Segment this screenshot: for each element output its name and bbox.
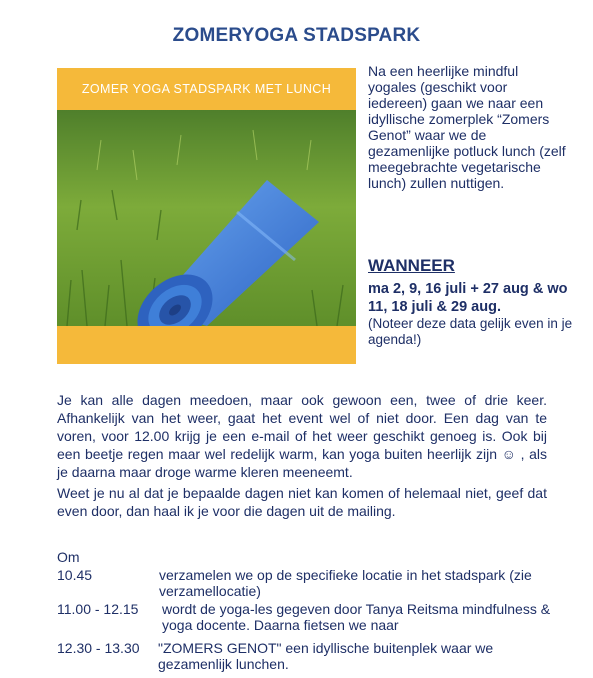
schedule-time: 11.00 - 12.15: [57, 601, 139, 617]
schedule-intro: Om: [57, 549, 80, 565]
when-note: (Noteer deze data gelijk even in je agenda!): [368, 316, 573, 347]
schedule-description: "ZOMERS GENOT" een idyllische buitenplek waar we gezamenlijk lunchen.: [158, 640, 494, 672]
grass-and-mat-illustration: [57, 110, 356, 326]
when-heading: WANNEER: [368, 256, 455, 275]
schedule-description: wordt de yoga-les gegeven door Tanya Reitsma mindfulness & yoga docente. Daarna fietsen we naar: [162, 601, 551, 633]
intro-text: Na een heerlijke mindful yogales (geschikt voor iedereen) gaan we naar een idyllische zomerplek “Zomers Genot” waar we de gezamenlijke potluck lunch (zelf meegebrachte vegetarische lunch) zullen nuttigen.: [368, 63, 566, 191]
schedule-time: 10.45: [57, 567, 93, 583]
yoga-mat-photo: [57, 68, 356, 364]
when-dates: ma 2, 9, 16 juli + 27 aug & wo 11, 18 juli & 29 aug.: [368, 281, 568, 315]
participation-paragraph: Je kan alle dagen meedoen, maar ook gewoon een, twee of drie keer. Afhankelijk van het weer, gaat het event wel of niet door. Een dag van te voren, voor 12.00 krijg je een e-mail of het weer geschikt genoeg is. Ook bij een beetje regen maar wel redelijk warm, kan yoga buiten heerlijk zijn ☺ , als je daarna maar droge warme kleren meeneemt.: [57, 392, 547, 480]
schedule-time: 12.30 - 13.30: [57, 640, 140, 656]
photo-banner: ZOMER YOGA STADSPARK MET LUNCH: [81, 82, 332, 96]
page-title: ZOMERYOGA STADSPARK: [172, 25, 421, 46]
schedule-description: verzamelen we op de specifieke locatie in het stadspark (zie verzamellocatie): [159, 567, 532, 599]
when-section: [368, 256, 578, 348]
absence-paragraph: Weet je nu al dat je bepaalde dagen niet kan komen of helemaal niet, geef dat even door, dan haal ik je voor die dagen uit de mailing.: [57, 485, 547, 519]
